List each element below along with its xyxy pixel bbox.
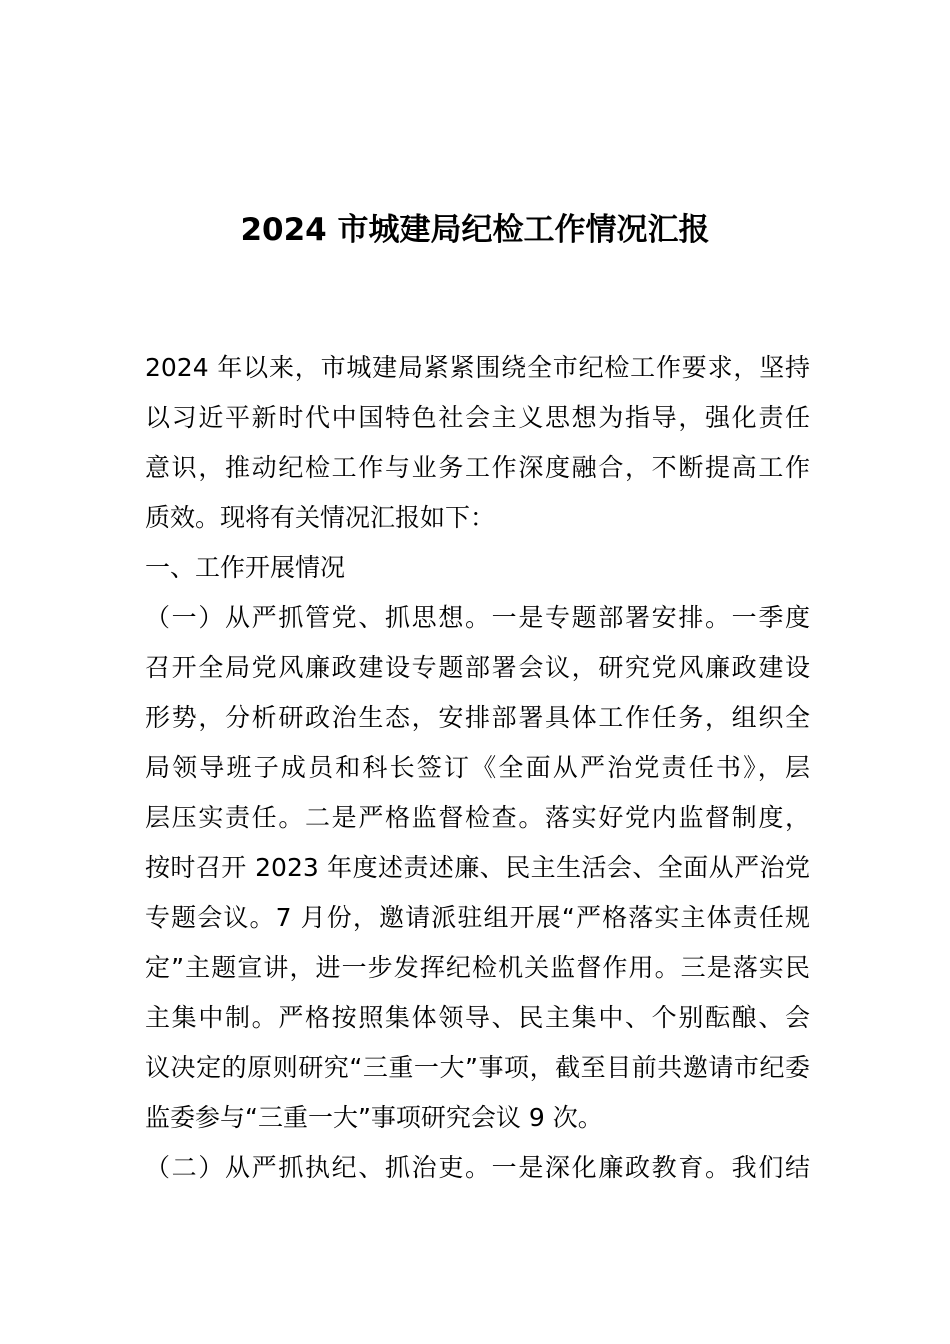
body-line: 召开全局党风廉政建设专题部署会议，研究党风廉政建设	[145, 653, 810, 682]
document-title: 2024 市城建局纪检工作情况汇报	[240, 212, 710, 248]
body-line: 2024 年以来，市城建局紧紧围绕全市纪检工作要求，坚持	[145, 353, 810, 382]
section-heading: 一、工作开展情况	[145, 553, 346, 582]
body-line: 定”主题宣讲，进一步发挥纪检机关监督作用。三是落实民	[145, 953, 810, 982]
body-line: 按时召开 2023 年度述责述廉、民主生活会、全面从严治党	[145, 853, 810, 882]
body-line: 以习近平新时代中国特色社会主义思想为指导，强化责任	[145, 403, 810, 432]
body-line: 主集中制。严格按照集体领导、民主集中、个别酝酿、会	[145, 1003, 810, 1032]
body-line: 监委参与“三重一大”事项研究会议 9 次。	[145, 1103, 603, 1132]
body-line: 形势，分析研政治生态，安排部署具体工作任务，组织全	[145, 703, 810, 732]
body-line: 层压实责任。二是严格监督检查。落实好党内监督制度，	[145, 803, 810, 832]
body-line: （一）从严抓管党、抓思想。一是专题部署安排。一季度	[145, 603, 810, 632]
body-line: （二）从严抓执纪、抓治吏。一是深化廉政教育。我们结	[145, 1153, 810, 1182]
body-line: 质效。现将有关情况汇报如下：	[145, 503, 496, 532]
body-line: 议决定的原则研究“三重一大”事项，截至目前共邀请市纪委	[145, 1053, 810, 1082]
body-line: 局领导班子成员和科长签订《全面从严治党责任书》，层	[145, 753, 810, 782]
document-body	[145, 343, 810, 1193]
body-line: 专题会议。7 月份，邀请派驻组开展“严格落实主体责任规	[145, 903, 810, 932]
body-line: 意识，推动纪检工作与业务工作深度融合，不断提高工作	[145, 453, 810, 482]
